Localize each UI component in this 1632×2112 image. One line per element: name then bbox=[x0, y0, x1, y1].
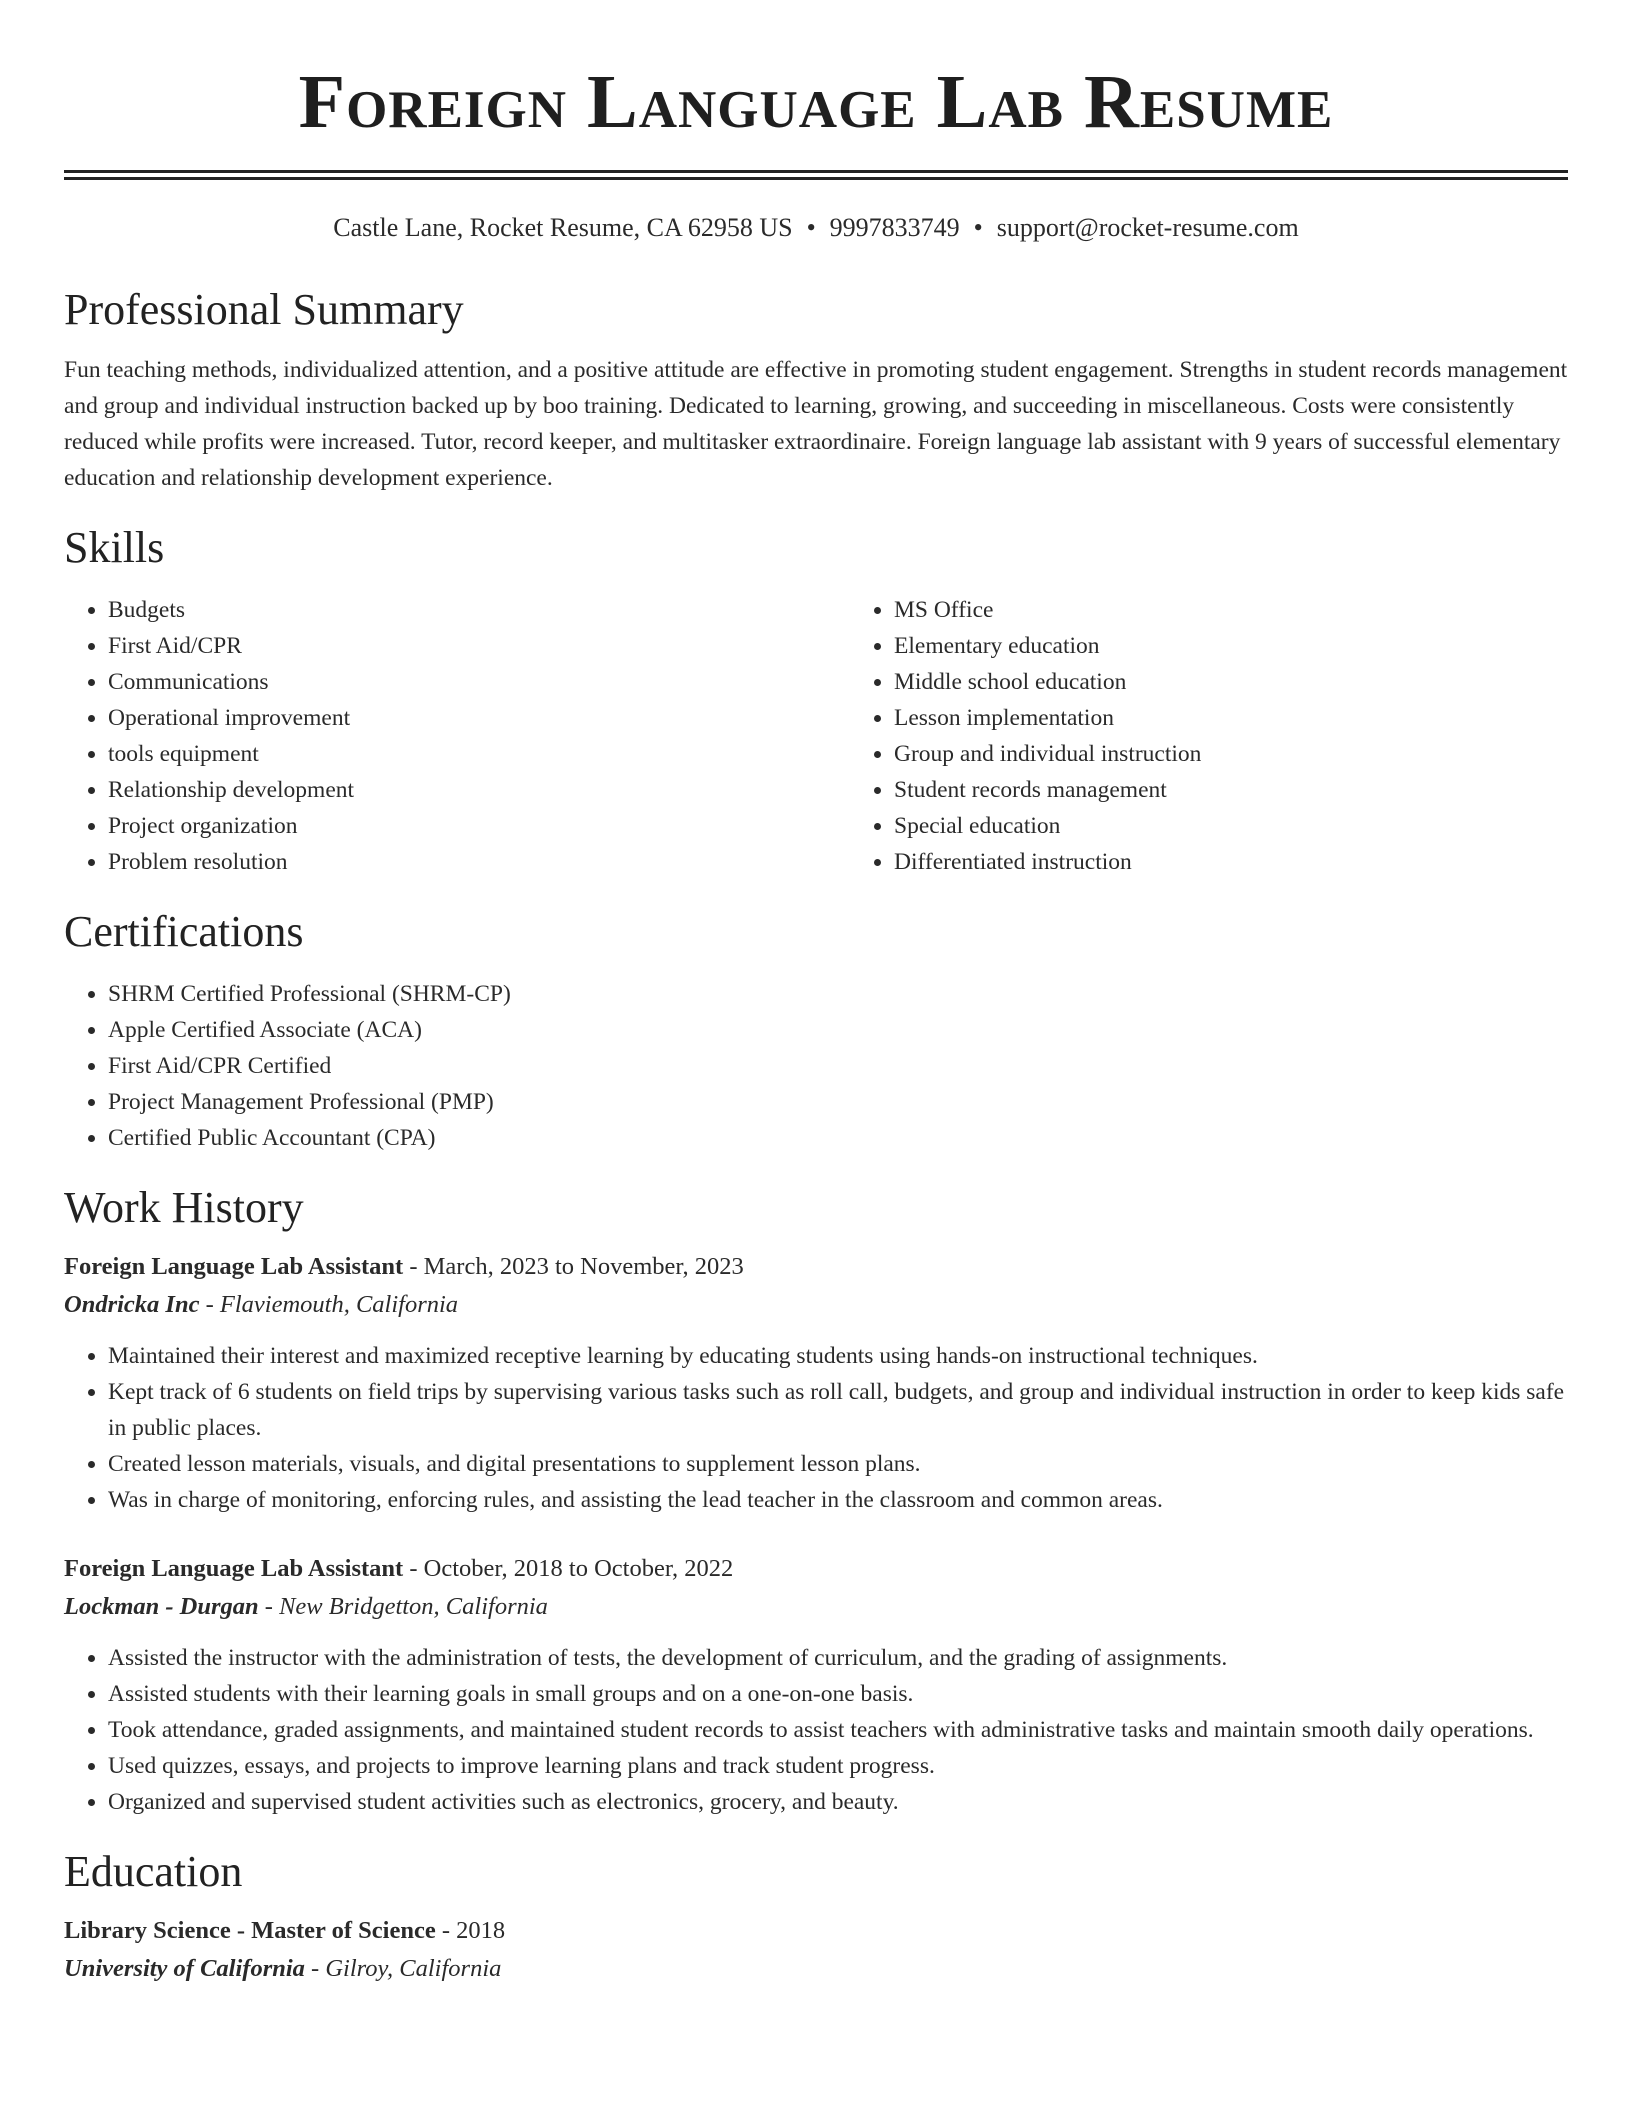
job-bullet: • Assisted the instructor with the administration of tests, the development of curriculum, and the grading of assignments. bbox=[108, 1640, 1568, 1676]
job-bullets bbox=[64, 1338, 1568, 1518]
school-line bbox=[64, 1950, 1568, 1988]
job-bullet: • Was in charge of monitoring, enforcing rules, and assisting the lead teacher in the classroom and common areas. bbox=[108, 1482, 1568, 1518]
job-dates: - October, 2018 to October, 2022 bbox=[403, 1555, 734, 1582]
certifications-list bbox=[64, 976, 1568, 1156]
job-dates: - March, 2023 to November, 2023 bbox=[403, 1253, 744, 1280]
certification-item: • First Aid/CPR Certified bbox=[108, 1048, 1568, 1084]
company-line bbox=[64, 1588, 1568, 1626]
job-title-line bbox=[64, 1248, 1568, 1286]
skill-item: • Budgets bbox=[108, 592, 850, 628]
skills-list-left bbox=[64, 592, 850, 880]
company-location: - New Bridgetton, California bbox=[258, 1593, 548, 1620]
skill-item: • Communications bbox=[108, 664, 850, 700]
certification-item: • Project Management Professional (PMP) bbox=[108, 1084, 1568, 1120]
work-history-heading: Work History bbox=[64, 1183, 304, 1232]
job-bullet: • Kept track of 6 students on field trips by supervising various tasks such as roll call, budgets, and group and individual instruction in order to keep kids safe in public places. bbox=[108, 1374, 1568, 1446]
job-bullet: • Created lesson materials, visuals, and digital presentations to supplement lesson plans. bbox=[108, 1446, 1568, 1482]
contact-separator: • bbox=[806, 213, 816, 242]
skill-item: • Operational improvement bbox=[108, 700, 850, 736]
job-title: Foreign Language Lab Assistant bbox=[64, 1555, 404, 1582]
education-heading: Education bbox=[64, 1847, 243, 1896]
job-entry bbox=[64, 1248, 1568, 1518]
job-entry bbox=[64, 1550, 1568, 1820]
contact-address: Castle Lane, Rocket Resume, CA 62958 US bbox=[333, 213, 793, 242]
certification-item: • Certified Public Accountant (CPA) bbox=[108, 1120, 1568, 1156]
skill-item: • Group and individual instruction bbox=[894, 736, 1568, 772]
skill-item: • Student records management bbox=[894, 772, 1568, 808]
summary-heading: Professional Summary bbox=[64, 285, 464, 334]
skill-item: • tools equipment bbox=[108, 736, 850, 772]
skill-item: • Project organization bbox=[108, 808, 850, 844]
degree-line bbox=[64, 1912, 1568, 1950]
skill-item: • Relationship development bbox=[108, 772, 850, 808]
certification-item: • Apple Certified Associate (ACA) bbox=[108, 1012, 1568, 1048]
skill-item: • Special education bbox=[894, 808, 1568, 844]
degree: Library Science - Master of Science bbox=[64, 1917, 436, 1944]
skill-item: • Problem resolution bbox=[108, 844, 850, 880]
job-bullet: • Organized and supervised student activities such as electronics, grocery, and beauty. bbox=[108, 1784, 1568, 1820]
certification-item: • SHRM Certified Professional (SHRM-CP) bbox=[108, 976, 1568, 1012]
school-location: - Gilroy, California bbox=[304, 1955, 502, 1982]
job-title: Foreign Language Lab Assistant bbox=[64, 1253, 404, 1280]
skills-heading: Skills bbox=[64, 523, 165, 572]
company-name: Ondricka Inc bbox=[64, 1291, 200, 1318]
skill-item: • Lesson implementation bbox=[894, 700, 1568, 736]
job-title-line bbox=[64, 1550, 1568, 1588]
skill-item: • Middle school education bbox=[894, 664, 1568, 700]
job-bullet: • Took attendance, graded assignments, and maintained student records to assist teachers with administrative tasks and maintain smooth daily operations. bbox=[108, 1712, 1568, 1748]
skill-item: • Elementary education bbox=[894, 628, 1568, 664]
contact-line bbox=[64, 212, 1568, 244]
contact-phone: 9997833749 bbox=[829, 213, 960, 242]
company-line bbox=[64, 1286, 1568, 1324]
contact-separator: • bbox=[973, 213, 983, 242]
job-bullet: • Maintained their interest and maximized receptive learning by educating students using hands-on instructional techniques. bbox=[108, 1338, 1568, 1374]
skill-item: • Differentiated instruction bbox=[894, 844, 1568, 880]
job-bullet: • Assisted students with their learning goals in small groups and on a one-on-one basis. bbox=[108, 1676, 1568, 1712]
certifications-heading: Certifications bbox=[64, 907, 304, 956]
skills-columns bbox=[64, 592, 1568, 880]
skills-list-right bbox=[850, 592, 1568, 880]
summary-text: Fun teaching methods, individualized attention, and a positive attitude are effective in promoting student engagement. Strengths in student records management and group and individual instruction backed up by boo training. Dedicated to learning, growing, and succeeding in miscellaneous. Costs were consistently reduced while profits were increased. Tutor, record keeper, and multitasker extraordinaire. Foreign language lab assistant with 9 years of successful elementary education and relationship development experience. bbox=[64, 357, 1568, 491]
job-bullet: • Used quizzes, essays, and projects to improve learning plans and track student progress. bbox=[108, 1748, 1568, 1784]
job-bullets bbox=[64, 1640, 1568, 1820]
company-location: - Flaviemouth, California bbox=[199, 1291, 459, 1318]
resume-title: Foreign Language Lab Resume bbox=[298, 60, 1334, 144]
company-name: Lockman - Durgan bbox=[64, 1593, 259, 1620]
school-name: University of California bbox=[64, 1955, 305, 1982]
graduation-year: - 2018 bbox=[435, 1917, 506, 1944]
title-divider bbox=[64, 170, 1568, 180]
skill-item: • First Aid/CPR bbox=[108, 628, 850, 664]
education-entry bbox=[64, 1912, 1568, 1988]
contact-email: support@rocket-resume.com bbox=[996, 213, 1299, 242]
skill-item: • MS Office bbox=[894, 592, 1568, 628]
